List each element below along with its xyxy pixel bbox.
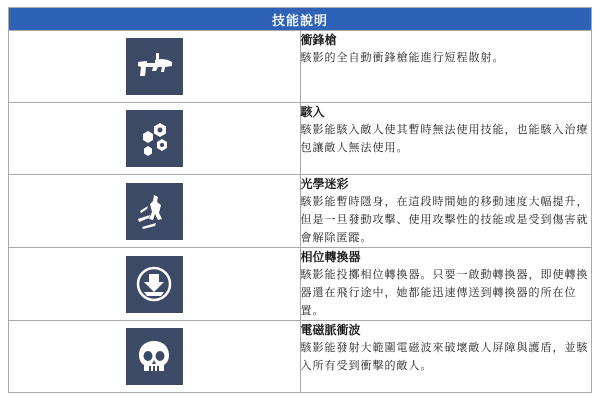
skill-description: 駭影能駭入敵人使其暫時無法使用技能，也能駭入治療包讓敵人無法使用。 xyxy=(300,123,589,154)
skill-name: 衝鋒槍 xyxy=(300,33,337,47)
skill-name: 駭入 xyxy=(300,105,325,119)
table-row xyxy=(9,321,592,393)
table-row xyxy=(9,31,592,103)
translocator-icon xyxy=(126,256,183,313)
emp-skull-icon xyxy=(126,328,183,385)
skill-text-cell xyxy=(300,31,592,103)
skill-icon-cell xyxy=(9,248,301,321)
skill-text-cell xyxy=(300,175,592,248)
skill-text-cell xyxy=(300,248,592,321)
skill-icon-cell xyxy=(9,175,301,248)
skill-text-cell xyxy=(300,103,592,175)
skill-description: 駭影能暫時隱身，在這段時間她的移動速度大幅提升，但是一旦發動攻擊、使用攻擊性的技能或是受到傷害就會解除匿蹤。 xyxy=(300,195,589,244)
table-row xyxy=(9,103,592,175)
table-row xyxy=(9,248,592,321)
skills-table-wrapper xyxy=(8,7,592,393)
skill-description: 駭影能發射大範圍電磁波來破壞敵人屏障與護盾，並駭入所有受到衝擊的敵人。 xyxy=(300,341,589,372)
skill-text-cell xyxy=(300,321,592,393)
skill-name: 光學迷彩 xyxy=(300,177,349,191)
skill-icon-cell xyxy=(9,103,301,175)
skill-name: 相位轉換器 xyxy=(300,250,361,264)
skill-icon-cell xyxy=(9,31,301,103)
thermoptic-camo-icon xyxy=(126,183,183,240)
skills-table xyxy=(8,7,592,393)
machine-pistol-icon xyxy=(126,38,183,95)
skill-name: 電磁脈衝波 xyxy=(300,323,361,337)
hack-icon xyxy=(126,110,183,167)
skill-description: 駭影能投擲相位轉換器。只要一啟動轉換器，即使轉換器還在飛行途中，她都能迅速傳送到轉換器的所在位置。 xyxy=(300,268,589,317)
skill-description: 駭影的全自動衝鋒槍能進行短程散射。 xyxy=(300,51,505,64)
table-title: 技能說明 xyxy=(9,8,592,31)
table-header-row xyxy=(9,8,592,31)
table-row xyxy=(9,175,592,248)
skill-icon-cell xyxy=(9,321,301,393)
